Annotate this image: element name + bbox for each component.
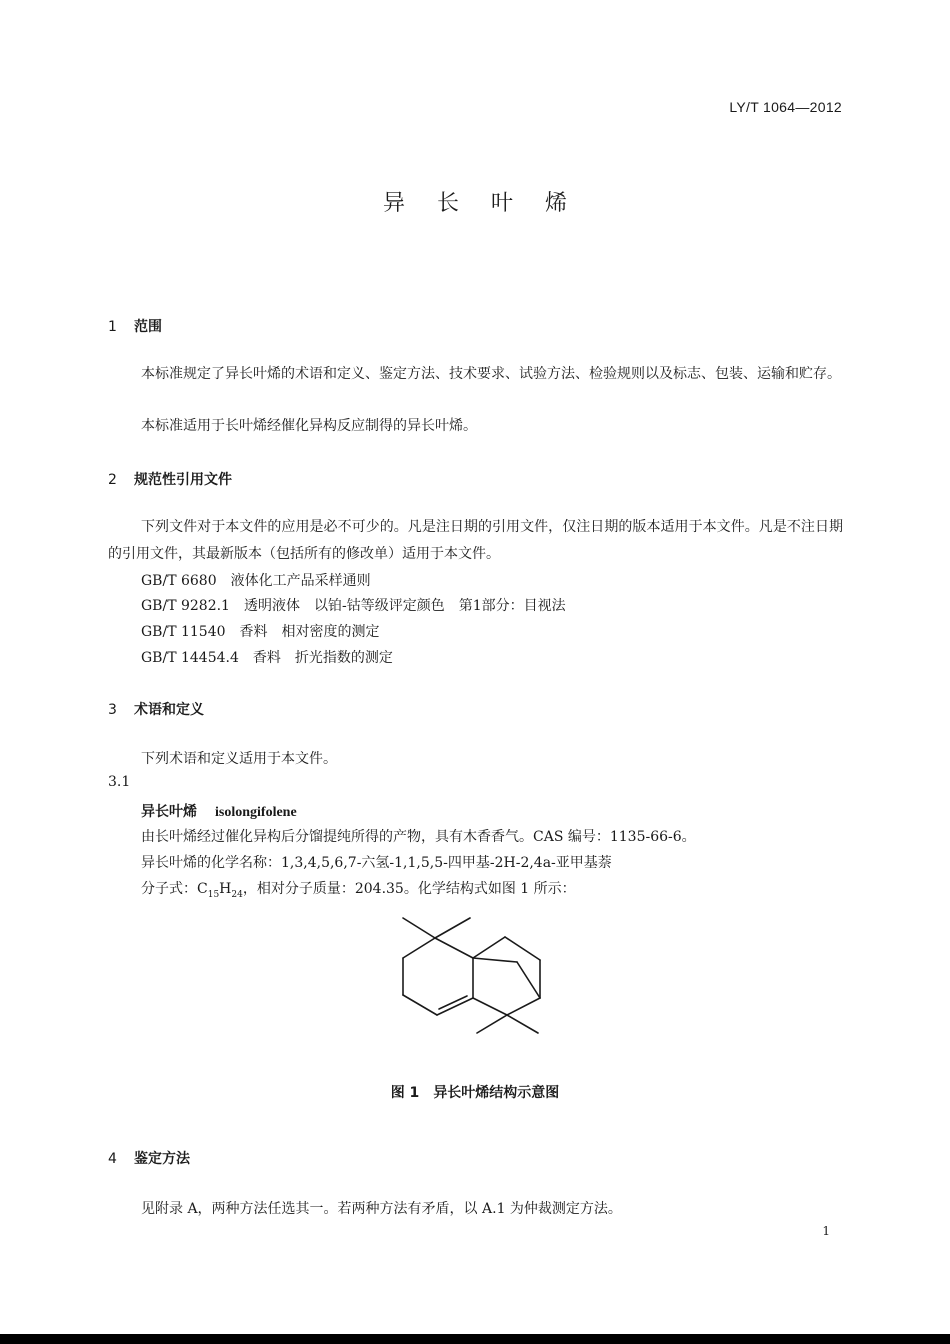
document-title: 异长叶烯 <box>382 191 599 216</box>
section-2-paragraph-1: 下列文件对于本文件的应用是必不可少的。凡是注日期的引用文件，仅注日期的版本适用于本文件。凡是不注日期的引用文件，其最新版本（包括所有的修改单）适用于本文件。 <box>108 519 843 562</box>
section-3-heading <box>108 699 204 719</box>
bond <box>505 937 540 960</box>
formula-suffix: ，相对分子质量：204.35。化学结构式如图 1 所示： <box>242 881 576 897</box>
formula-c-subscript: 15 <box>207 889 220 900</box>
chemical-structure-diagram <box>395 910 555 1040</box>
scan-border <box>0 1334 950 1344</box>
methyl-bond <box>435 918 470 938</box>
section-1-paragraph-2: 本标准适用于长叶烯经催化异构反应制得的异长叶烯。 <box>141 418 477 434</box>
term-english: isolongifolene <box>215 805 297 820</box>
reference-item <box>141 621 380 641</box>
formula-h-subscript: 24 <box>231 889 243 900</box>
bond <box>473 937 505 958</box>
section-4-paragraph-1: 见附录 A，两种方法任选其一。若两种方法有矛盾，以 A.1 为仲裁测定方法。 <box>141 1201 622 1217</box>
section-number: 4 <box>108 1151 117 1167</box>
term-definition: 由长叶烯经过催化异构后分馏提纯所得的产物，具有木香香气。CAS 编号：1135-66-6。 <box>141 829 696 845</box>
bond <box>437 998 473 1015</box>
section-2-heading <box>108 469 232 489</box>
formula-h: H <box>219 881 232 897</box>
chemical-name: 异长叶烯的化学名称：1,3,4,5,6,7-六氢-1,1,5,5-四甲基-2H-2,4a-亚甲基萘 <box>141 855 612 871</box>
section-number: 2 <box>108 472 117 488</box>
reference-code: GB/T 11540 <box>141 624 226 640</box>
bond <box>403 995 437 1015</box>
section-number: 1 <box>108 319 117 335</box>
figure-label: 图 1 <box>390 1085 420 1101</box>
page-number: 1 <box>822 1224 830 1238</box>
section-title: 范围 <box>134 319 162 335</box>
reference-title: 透明液体 以铂-钴等级评定颜色 第1部分：目视法 <box>243 598 566 614</box>
reference-title: 液体化工产品采样通则 <box>230 573 371 589</box>
methyl-bond <box>507 1015 538 1033</box>
reference-item <box>141 647 393 667</box>
bridge-bond <box>517 962 540 998</box>
section-title: 规范性引用文件 <box>134 472 232 488</box>
reference-title: 香料 相对密度的测定 <box>239 624 380 640</box>
reference-code: GB/T 6680 <box>141 573 217 589</box>
bond <box>435 938 473 958</box>
standard-code: LY/T 1064—2012 <box>729 99 842 115</box>
term-entry <box>141 801 297 821</box>
methyl-bond <box>477 1015 507 1033</box>
reference-item <box>141 595 566 615</box>
section-4-heading <box>108 1148 190 1168</box>
reference-title: 香料 折光指数的测定 <box>252 650 393 666</box>
methyl-bond <box>403 918 435 938</box>
section-1-paragraph-1: 本标准规定了异长叶烯的术语和定义、鉴定方法、技术要求、试验方法、检验规则以及标志、包装、运输和贮存。 <box>141 366 841 382</box>
section-number: 3 <box>108 702 117 718</box>
figure-caption-text: 异长叶烯结构示意图 <box>433 1085 560 1101</box>
reference-code: GB/T 14454.4 <box>141 650 239 666</box>
section-1-heading <box>108 316 162 336</box>
term-chinese: 异长叶烯 <box>141 804 197 820</box>
bond <box>473 998 507 1015</box>
bond <box>403 938 435 958</box>
section-title: 术语和定义 <box>134 702 204 718</box>
reference-item <box>141 570 371 590</box>
reference-code: GB/T 9282.1 <box>141 598 230 614</box>
bond <box>507 998 540 1015</box>
molecular-formula <box>141 878 576 900</box>
figure-caption <box>0 1082 950 1102</box>
bridge-bond <box>473 958 517 962</box>
section-title: 鉴定方法 <box>134 1151 190 1167</box>
section-3-paragraph-1: 下列术语和定义适用于本文件。 <box>141 751 337 767</box>
formula-prefix: 分子式：C <box>141 881 208 897</box>
clause-number: 3.1 <box>108 774 131 790</box>
